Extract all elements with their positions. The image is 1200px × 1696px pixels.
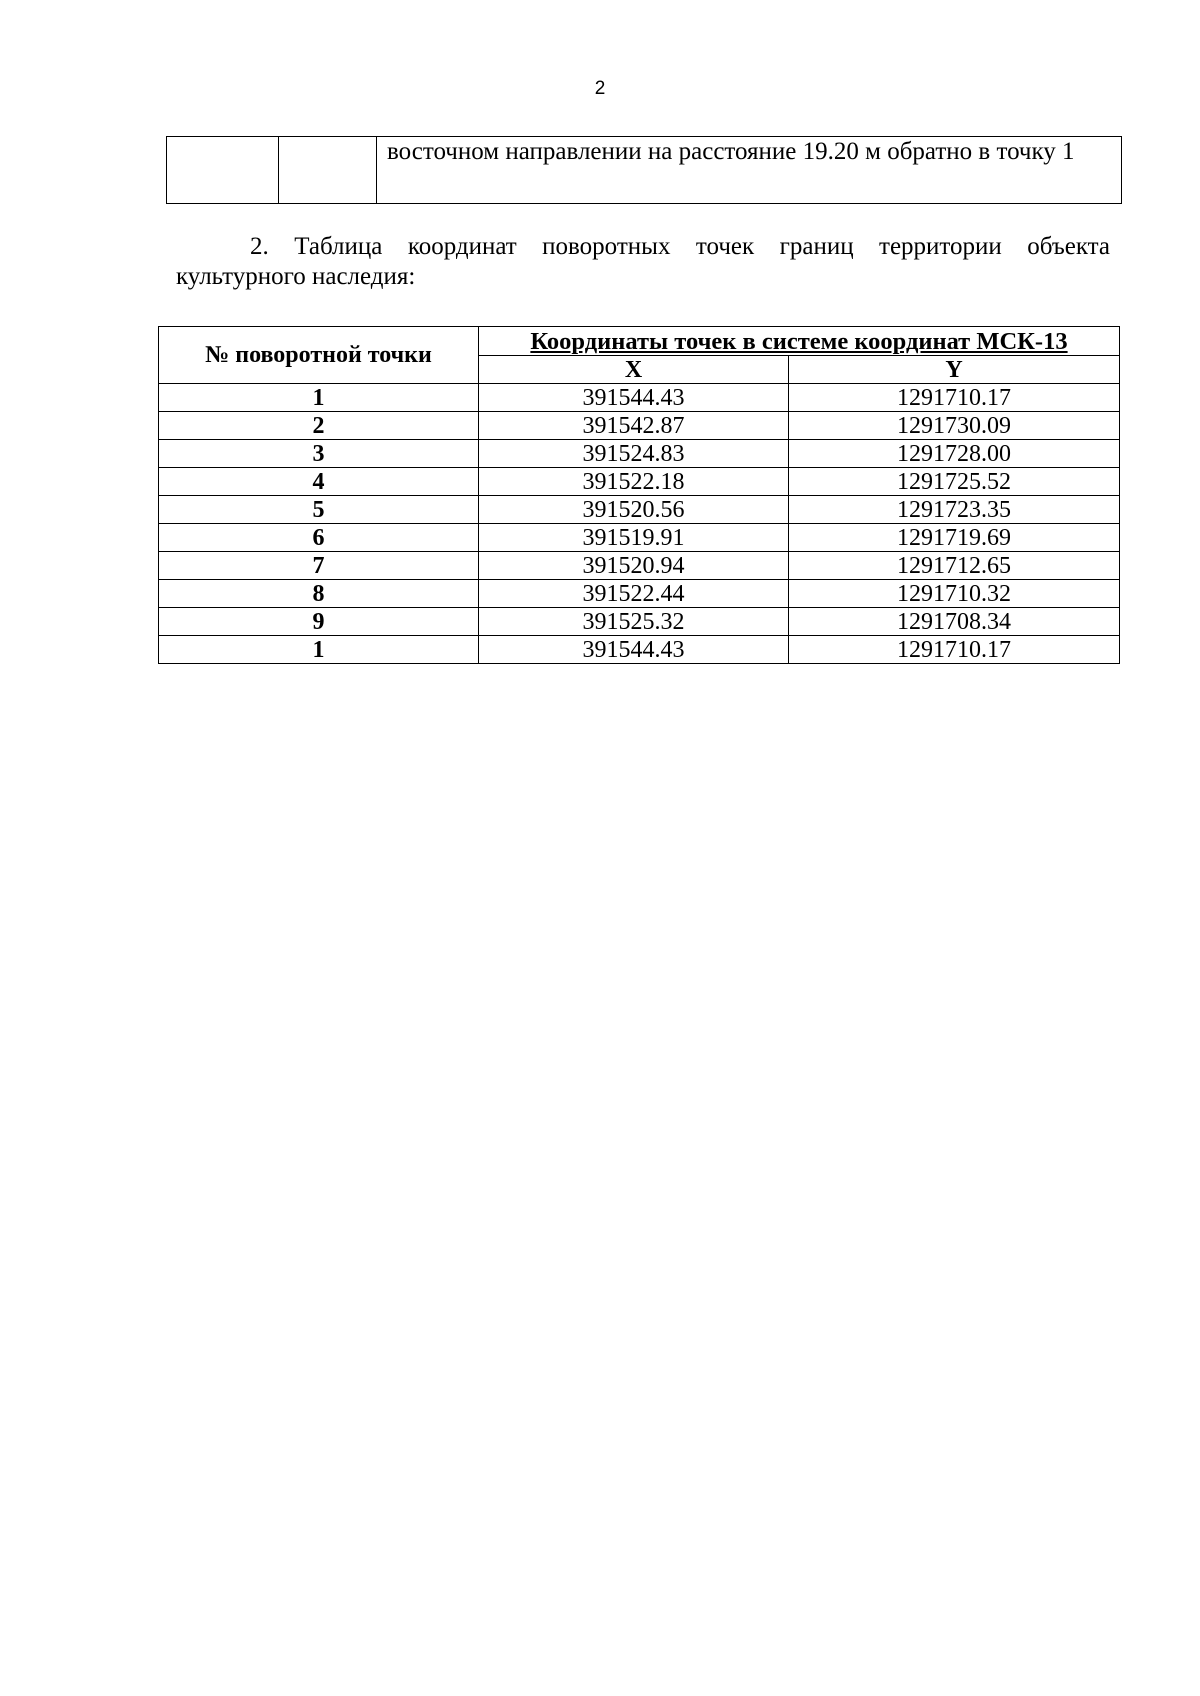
table-row — [159, 440, 1120, 468]
table-row — [159, 412, 1120, 440]
continuation-text: восточном направлении на расстояние 19.20 м обратно в точку 1 — [377, 137, 1122, 204]
table-intro-paragraph: 2. Таблица координат поворотных точек границ территории объекта культурного наследия: — [176, 233, 1110, 290]
y-value: 1291708.34 — [789, 608, 1120, 636]
point-number: 5 — [159, 496, 479, 524]
x-value: 391524.83 — [479, 440, 789, 468]
table-row — [159, 608, 1120, 636]
point-number: 1 — [159, 384, 479, 412]
y-header: Y — [789, 355, 1120, 384]
y-value: 1291730.09 — [789, 412, 1120, 440]
point-number: 7 — [159, 552, 479, 580]
y-value: 1291712.65 — [789, 552, 1120, 580]
table-row — [159, 552, 1120, 580]
table-row — [167, 137, 1122, 204]
x-value: 391542.87 — [479, 412, 789, 440]
x-value: 391544.43 — [479, 636, 789, 664]
table-row — [159, 636, 1120, 664]
table-row — [159, 580, 1120, 608]
coordinates-table — [158, 326, 1120, 664]
point-number: 8 — [159, 580, 479, 608]
x-value: 391520.56 — [479, 496, 789, 524]
table-row — [159, 468, 1120, 496]
point-number: 2 — [159, 412, 479, 440]
x-header: X — [479, 355, 789, 384]
point-number: 4 — [159, 468, 479, 496]
x-value: 391520.94 — [479, 552, 789, 580]
y-value: 1291719.69 — [789, 524, 1120, 552]
x-value: 391522.18 — [479, 468, 789, 496]
y-value: 1291728.00 — [789, 440, 1120, 468]
point-number: 6 — [159, 524, 479, 552]
y-value: 1291710.32 — [789, 580, 1120, 608]
table-header-row — [159, 327, 1120, 356]
empty-cell — [279, 137, 377, 204]
x-value: 391544.43 — [479, 384, 789, 412]
point-number: 1 — [159, 636, 479, 664]
table-row — [159, 524, 1120, 552]
coordinate-system-header: Координаты точек в системе координат МСК-13 — [479, 327, 1120, 356]
x-value: 391519.91 — [479, 524, 789, 552]
y-value: 1291710.17 — [789, 384, 1120, 412]
x-value: 391525.32 — [479, 608, 789, 636]
continuation-table — [166, 136, 1122, 204]
page-number: 2 — [594, 78, 606, 99]
y-value: 1291723.35 — [789, 496, 1120, 524]
table-row — [159, 496, 1120, 524]
point-number: 9 — [159, 608, 479, 636]
y-value: 1291725.52 — [789, 468, 1120, 496]
point-number-header: № поворотной точки — [159, 327, 479, 384]
point-number: 3 — [159, 440, 479, 468]
y-value: 1291710.17 — [789, 636, 1120, 664]
empty-cell — [167, 137, 279, 204]
table-row — [159, 384, 1120, 412]
x-value: 391522.44 — [479, 580, 789, 608]
